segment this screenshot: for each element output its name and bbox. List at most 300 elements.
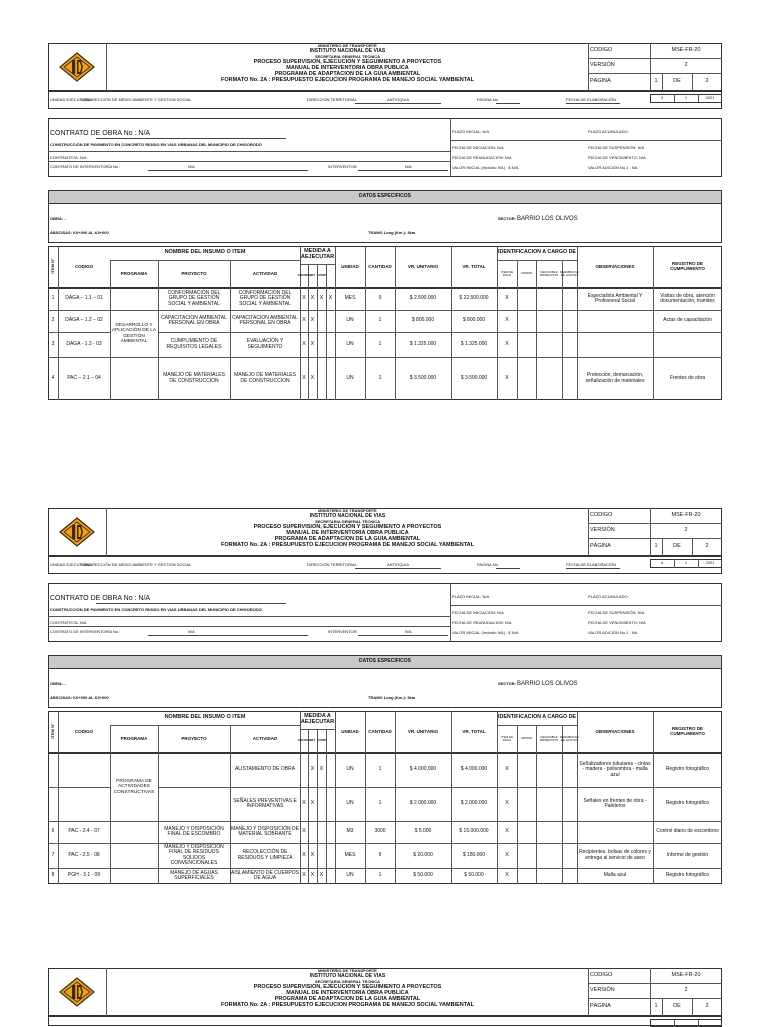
version-label: VERSIÓN xyxy=(590,987,615,993)
medida-control-cell: X xyxy=(302,317,306,324)
vr-unitario-cell: $ 800.000 xyxy=(411,317,435,324)
observaciones-cell: Malla azul xyxy=(603,872,627,879)
programa-cell: PROGRAMA DE ACTIVIDADES CONSTRUCTIVAS xyxy=(113,779,155,795)
registro-cell: Informe de gestión xyxy=(666,851,709,858)
contratista-text: CONTRATISTA: N/A xyxy=(50,155,87,160)
fecha-suspension: FECHA DE SUSPENSIÓN: N/A xyxy=(588,145,645,150)
invias-logo xyxy=(59,977,95,1007)
deducible-header: DEDUCIBLE IMPREVISTO xyxy=(539,269,559,277)
medida-mit-cell: X xyxy=(310,851,315,858)
rule xyxy=(588,508,589,556)
interventoria-value: N/A xyxy=(188,629,195,634)
item-cell: 3 xyxy=(51,340,55,347)
rule xyxy=(588,998,722,999)
sector-value: BARRIO LOS OLIVOS xyxy=(517,216,578,222)
datos-title: DATOS ESPECIFICOS xyxy=(358,658,412,664)
rule xyxy=(450,140,722,141)
format-title: FORMATO No. 2A : PRESUPUESTO EJECUCION PROGRAMA DE MANEJO SOCIAL YAMBIENTAL xyxy=(220,1002,475,1008)
registro-cell: Visitas de obra, atención documentación, tramites xyxy=(660,292,715,304)
proyecto-cell: MANEJO DE AGUAS SUPERFICIALES xyxy=(170,869,218,881)
observaciones-cell: Señalizadores tubulares - cintas - madera - polisombra - malla azul xyxy=(579,760,651,778)
item-pago-cell: X xyxy=(505,766,509,773)
vr-unitario-cell: $ 4.000.000 xyxy=(409,766,437,773)
medida-control-header: CONTROL xyxy=(297,738,311,742)
rule xyxy=(48,161,450,162)
item-cell: 6 xyxy=(51,828,55,835)
unidad-cell: UN xyxy=(346,872,354,879)
plazo-acumulado: PLAZO ACUMULADO: xyxy=(588,129,629,134)
item-cell: 2 xyxy=(51,317,55,324)
version-label: VERSIÓN xyxy=(590,527,615,533)
unidad-cell: UN xyxy=(346,317,354,324)
proyecto-cell: CONFORMACIÓN DEL GRUPO DE GESTIÓN SOCIAL Y AMBIENTAL xyxy=(167,289,221,307)
version-value: 2 xyxy=(684,62,688,68)
medida-extra-cell xyxy=(326,868,335,884)
actividad-cell: ALISTAMIENTO DE OBRA xyxy=(234,766,296,773)
codigo-cell: PGH - 3.1 - 09 xyxy=(67,872,101,879)
medida-comp-cell xyxy=(317,332,326,357)
pagina-total: 2 xyxy=(705,78,709,84)
fecha-reanudacion: FECHA DE REANUDACION: N/A xyxy=(452,155,512,160)
version-label: VERSIÓN xyxy=(590,62,615,68)
registro-cell xyxy=(653,332,722,357)
item-header: ITEM N° xyxy=(50,723,55,739)
unidad-cell: M3 xyxy=(346,828,354,835)
medida-control-cell: X xyxy=(302,295,306,302)
secretariat-text: SECRETARIA GENERAL TECNICA xyxy=(314,519,381,524)
rule xyxy=(48,616,450,617)
admon-header: ADMON xyxy=(520,736,533,741)
actividad-cell: SEÑALES PREVENTIVAS E INFORMATIVAS xyxy=(233,797,297,809)
pagina-de: DE xyxy=(673,543,681,549)
codigo-cell: PAC - 2.5 - 08 xyxy=(68,851,100,858)
underline xyxy=(358,170,448,171)
valor-adicion: VALOR ADICIÓN No.1 : NA xyxy=(588,165,638,170)
medida-comp-cell xyxy=(317,310,326,332)
actividad-cell: CAPACITACION AMBIENTAL PERSONAL EN OBRA xyxy=(232,314,298,326)
medida-control-cell: X xyxy=(302,374,306,381)
rule xyxy=(588,73,722,74)
obra-text: OBRA: - xyxy=(50,681,66,686)
process-text: PROCESO SUPERVISION, EJECUCION Y SEGUIMIENTO A PROYECTOS xyxy=(253,984,442,990)
invias-logo xyxy=(59,52,95,82)
process-text: PROCESO SUPERVISION, EJECUCION Y SEGUIMIENTO A PROYECTOS xyxy=(253,524,442,530)
medida-mit-cell: X xyxy=(310,800,315,807)
interventoria-value: N/A xyxy=(188,164,195,169)
medida-comp-cell xyxy=(317,821,326,843)
observaciones-cell: Protección, demarcación, señalización de materiales xyxy=(585,372,645,384)
underline xyxy=(355,103,441,104)
medida-extra-cell xyxy=(326,821,335,843)
item-pago-cell: X xyxy=(505,340,509,347)
medida-extra-cell xyxy=(326,332,335,357)
admon-header: ADMON xyxy=(520,271,533,276)
item-cell: 7 xyxy=(51,851,55,858)
pagina-de: DE xyxy=(673,78,681,84)
contrato-label: CONTRATO DE OBRA No : N/A xyxy=(50,595,151,602)
direccion-value: ANTIOQUIA xyxy=(386,562,409,567)
medida-mit-cell xyxy=(308,821,317,843)
fecha-vencimiento: FECHA DE VENCIMIENTO: N/A xyxy=(588,155,646,160)
interventor-label: INTERVENTOR: xyxy=(328,164,358,169)
item-cell: 8 xyxy=(51,872,55,879)
vr-total-cell: $ 4.000.000 xyxy=(460,766,488,773)
secretariat-text: SECRETARIA GENERAL TECNICA xyxy=(314,54,381,59)
medida-comp-cell: X xyxy=(319,295,324,302)
codigo-cell: PAC - 2.4 - 07 xyxy=(68,828,100,835)
vr-unitario-cell: $ 1.325.000 xyxy=(409,340,437,347)
ministry-text: MINISTERIO DE TRANSPORTE xyxy=(318,968,377,973)
direccion-label: DIRECCIÓN TERRITORIAL xyxy=(307,562,357,567)
datos-frame xyxy=(48,203,722,243)
pagina-no-label: PAGINA No. xyxy=(477,562,499,567)
fecha-suspension: FECHA DE SUSPENSIÓN: N/A xyxy=(588,610,645,615)
codigo-cell: PAC – 2.1 – 04 xyxy=(67,374,101,381)
cantidad-cell: 3000 xyxy=(374,828,386,835)
construccion-text: CONSTRUCCIÓN DE PAVIMENTO EN CONCRETO RÍGIDO EN VIAS URBANAS DEL MUNICIPIO DE CHIGORODÓ xyxy=(50,607,262,612)
version-value: 2 xyxy=(684,527,688,533)
unidad-value: SUBDIRECCIÓN DE MEDIO AMBIENTE Y GESTION SOCIAL xyxy=(80,562,192,567)
fecha-vencimiento: FECHA DE VENCIMIENTO: N/A xyxy=(588,620,646,625)
proyecto-cell: CUMPLIMIENTO DE REQUISITOS LEGALES xyxy=(166,338,222,350)
cantidad-cell: 1 xyxy=(378,800,382,807)
underline xyxy=(496,103,520,104)
construccion-text: CONSTRUCCIÓN DE PAVIMENTO EN CONCRETO RÍGIDO EN VIAS URBANAS DEL MUNICIPIO DE CHIGORODÓ xyxy=(50,142,262,147)
process-text: PROCESO SUPERVISION, EJECUCION Y SEGUIMIENTO A PROYECTOS xyxy=(253,59,442,65)
format-title: FORMATO No. 2A : PRESUPUESTO EJECUCION PROGRAMA DE MANEJO SOCIAL YAMBIENTAL xyxy=(220,542,475,548)
cantidad-cell: 1 xyxy=(378,317,382,324)
observaciones-header: OBSERVACIONES xyxy=(595,728,635,734)
fecha-label: FECHA DE ELABORACIÓN xyxy=(566,562,617,567)
medida-mit-cell: X xyxy=(310,340,315,347)
medida-control-cell: X xyxy=(302,828,306,835)
medida-extra-cell: X xyxy=(328,295,333,302)
cantidad-cell: 1 xyxy=(378,872,382,879)
underline xyxy=(148,170,308,171)
actividad-cell: AISLAMIENTO DE CUERPOS DE AGUA xyxy=(231,869,299,881)
codigo-cell: DAGA – 1.1 – 01 xyxy=(65,295,103,302)
rule xyxy=(48,151,450,152)
interventoria-label: CONTRATO DE INTERVENTORÍA No : xyxy=(50,164,121,169)
unidad-label: UNIDAD EJECUTORA: xyxy=(50,562,92,567)
reembolso-header: REEMBOLSO DE GASTOS xyxy=(560,269,580,277)
cantidad-cell: 1 xyxy=(378,766,382,773)
plazo-inicial: PLAZO INICIAL: N/A xyxy=(452,594,490,599)
unidad-cell: MES xyxy=(344,295,356,302)
institute-text: INSTITUTO NACIONAL DE VIAS xyxy=(309,513,386,519)
identificacion-header: IDENTIFICACION A CARGO DE xyxy=(498,249,576,256)
unidad-cell: UN xyxy=(346,340,354,347)
underline xyxy=(566,103,620,104)
vr-unitario-cell: $ 50.000 xyxy=(413,872,433,879)
underline xyxy=(358,635,448,636)
vr-total-cell: $ 15.000.000 xyxy=(459,828,489,835)
medida-header: MEDIDA A AEJECUTAR xyxy=(300,713,335,725)
vr-unitario-cell: $ 2.000.000 xyxy=(409,800,437,807)
rule xyxy=(698,1019,699,1027)
medida-extra-cell xyxy=(326,357,335,400)
underline xyxy=(96,138,286,139)
abscisas-text: ABSCISAS: K0+000 AL K3+000 xyxy=(50,230,109,235)
rule xyxy=(450,118,451,177)
unidad-header: UNIDAD xyxy=(341,263,359,269)
proyecto-cell: CAPACITACION AMBIENTAL PERSONAL EN OBRA xyxy=(161,314,227,326)
medida-header: MEDIDA A AEJECUTAR xyxy=(300,248,335,260)
unidad-cell: UN xyxy=(346,766,354,773)
observaciones-cell xyxy=(577,821,653,843)
unidad-value: SUBDIRECCIÓN DE MEDIO AMBIENTE Y GESTION SOCIAL xyxy=(80,97,192,102)
proyecto-header: PROYECTO xyxy=(181,735,207,741)
unidad-cell: UN xyxy=(346,800,354,807)
actividad-cell: EVALUACIÓN Y SEGUIMIENTO xyxy=(246,338,284,350)
tramo-text: TRAMO Long (Km.): 3km xyxy=(368,230,416,235)
proyecto-cell: MANEJO Y DISPOSICIÓN FINAL DE RESIDUOS SOLIDOS CONVENCIONALES xyxy=(164,843,224,866)
rule xyxy=(326,264,327,288)
item-pago-cell: X xyxy=(505,374,509,381)
direccion-value: ANTIOQUIA xyxy=(386,97,409,102)
fecha-iniciacion: FECHA DE INICIACION: N/A xyxy=(452,610,504,615)
interventor-label: INTERVENTOR: xyxy=(328,629,358,634)
registro-cell: Control diario de escombros xyxy=(656,828,719,835)
codigo-cell xyxy=(58,787,110,821)
ministry-text: MINISTERIO DE TRANSPORTE xyxy=(318,508,377,513)
underline xyxy=(148,635,308,636)
unidad-cell: UN xyxy=(346,374,354,381)
version-value: 2 xyxy=(684,987,688,993)
vr-unitario-cell: $ 5.000 xyxy=(414,828,432,835)
program-text: PROGRAMA DE ADAPTACION DE LA GUIA AMBIENTAL xyxy=(274,536,421,542)
valor-inicial: VALOR INICIAL (Incluido IVA) : $ N/A xyxy=(452,630,519,635)
deducible-header: DEDUCIBLE IMPREVISTO xyxy=(539,734,559,742)
format-title: FORMATO No. 2A : PRESUPUESTO EJECUCION PROGRAMA DE MANEJO SOCIAL YAMBIENTAL xyxy=(220,77,475,83)
observaciones-cell xyxy=(577,310,653,332)
underline xyxy=(96,603,286,604)
underline xyxy=(496,568,520,569)
cantidad-cell: 1 xyxy=(378,374,382,381)
item-cell: 4 xyxy=(51,374,55,381)
actividad-header: ACTIVIDAD xyxy=(252,735,278,741)
programa-header: PROGRAMA xyxy=(120,735,148,741)
programa-header: PROGRAMA xyxy=(120,270,148,276)
codigo-label: CODIGO xyxy=(590,512,613,518)
registro-cell: Registro fotográfico xyxy=(665,766,710,773)
abscisas-text: ABSCISAS: K0+000 AL K3+000 xyxy=(50,695,109,700)
cantidad-cell: 9 xyxy=(378,295,382,302)
rule xyxy=(588,43,589,91)
direccion-label: DIRECCIÓN TERRITORIAL xyxy=(307,97,357,102)
actividad-cell: CONFORMACIÓN DEL GRUPO DE GESTIÓN SOCIAL Y AMBIENTAL xyxy=(238,289,292,307)
sheet-page-1 xyxy=(48,43,722,423)
rule xyxy=(588,523,722,524)
vr-total-header: VR. TOTAL xyxy=(462,728,486,734)
manual-text: MANUAL DE INTERVENTORIA OBRA PUBLICA xyxy=(286,990,409,996)
unidad-cell: MES xyxy=(344,851,356,858)
medida-comp-cell: X xyxy=(319,872,324,879)
medida-extra-cell xyxy=(326,843,335,868)
codigo-value: MSE-FR-20 xyxy=(671,512,701,518)
vr-unitario-header: VR. UNITARIO xyxy=(407,728,439,734)
vr-total-cell: $ 3.500.000 xyxy=(460,374,488,381)
rule xyxy=(588,983,722,984)
nombre-header: NOMBRE DEL INSUMO O ITEM xyxy=(164,249,246,256)
rule xyxy=(450,583,451,642)
pagina-label: PÁGINA xyxy=(590,1003,611,1009)
vr-total-cell: $ 22.500.000 xyxy=(459,295,489,302)
sheet-page-3 xyxy=(48,968,722,1024)
registro-header: REGISTRO DE CUMPLIMIENTO xyxy=(670,726,705,736)
pagina-total: 2 xyxy=(705,543,709,549)
codigo-value: MSE-FR-20 xyxy=(671,47,701,53)
codigo-value: MSE-FR-20 xyxy=(671,972,701,978)
plazo-inicial: PLAZO INICIAL: N/A xyxy=(452,129,490,134)
medida-comp-cell: X xyxy=(319,766,324,773)
manual-text: MANUAL DE INTERVENTORIA OBRA PUBLICA xyxy=(286,530,409,536)
medida-extra-cell xyxy=(326,310,335,332)
programa-cell: DESARROLLO Y APLICACIÓN DE LA GESTIÓN AMBIENTAL xyxy=(111,323,157,344)
item-pago-cell: X xyxy=(505,317,509,324)
fecha-box-partial xyxy=(650,1019,722,1027)
medida-extra-cell xyxy=(326,787,335,821)
fecha-iniciacion: FECHA DE INICIACION: N/A xyxy=(452,145,504,150)
observaciones-cell: Señales en frentes de obra - Paleteros xyxy=(583,797,647,809)
vr-total-cell: $ 2.000.000 xyxy=(460,800,488,807)
underline xyxy=(566,568,620,569)
vr-total-cell: $ 1.325.000 xyxy=(460,340,488,347)
vr-unitario-header: VR. UNITARIO xyxy=(407,263,439,269)
interventor-value: N/A xyxy=(405,629,412,634)
fecha-month: 1 xyxy=(684,560,688,565)
info-frame-partial xyxy=(48,1016,722,1026)
tramo-text: TRAMO Long (Km.): 3km xyxy=(368,695,416,700)
invias-logo xyxy=(59,517,95,547)
medida-mit-cell: X xyxy=(310,872,315,879)
item-cell xyxy=(48,787,58,821)
sector-label: SECTOR: xyxy=(498,681,516,686)
item-header: ITEM N° xyxy=(50,258,55,274)
medida-control-cell: X xyxy=(302,872,306,879)
plazo-acumulado: PLAZO ACUMULADO: xyxy=(588,594,629,599)
program-text: PROGRAMA DE ADAPTACION DE LA GUIA AMBIENTAL xyxy=(274,996,421,1002)
contrato-label: CONTRATO DE OBRA No : N/A xyxy=(50,130,151,137)
item-pago-cell: X xyxy=(505,800,509,807)
identificacion-header: IDENTIFICACION A CARGO DE xyxy=(498,714,576,721)
registro-cell: Registro fotográfico xyxy=(665,800,710,807)
sector-value: BARRIO LOS OLIVOS xyxy=(517,681,578,687)
item-pago-cell: X xyxy=(505,828,509,835)
interventor-value: N/A xyxy=(405,164,412,169)
observaciones-cell: Recipientes, bolsas de colores y entrega al servicio de aseo xyxy=(579,849,651,861)
medida-comp-cell xyxy=(317,787,326,821)
medida-mit-cell: X xyxy=(310,317,315,324)
item-pago-cell: X xyxy=(505,851,509,858)
medida-extra-cell xyxy=(326,753,335,787)
fecha-day: 4 xyxy=(660,560,664,565)
actividad-cell: MANEJO DE MATERIALES DE CONSTRUCCION xyxy=(234,372,296,384)
item-pago-cell: X xyxy=(505,295,509,302)
medida-comp-cell xyxy=(317,843,326,868)
sheet-page-2 xyxy=(48,508,722,888)
medida-mit-cell: X xyxy=(310,766,315,773)
registro-header: REGISTRO DE CUMPLIMIENTO xyxy=(670,261,705,271)
codigo-header: CODIGO xyxy=(74,263,94,269)
cantidad-header: CANTIDAD xyxy=(368,263,392,269)
underline xyxy=(355,568,441,569)
fecha-year: 2021 xyxy=(705,560,715,565)
cantidad-header: CANTIDAD xyxy=(368,728,392,734)
manual-text: MANUAL DE INTERVENTORIA OBRA PUBLICA xyxy=(286,65,409,71)
medida-control-cell: X xyxy=(302,340,306,347)
datos-frame xyxy=(48,668,722,708)
registro-cell: Registro fotográfico xyxy=(665,872,710,879)
datos-title: DATOS ESPECIFICOS xyxy=(358,193,412,199)
medida-control-cell: X xyxy=(302,851,306,858)
pagina-num: 1 xyxy=(654,78,658,84)
medida-mit-header: MIT xyxy=(309,273,316,278)
codigo-cell xyxy=(58,753,110,787)
program-text: PROGRAMA DE ADAPTACION DE LA GUIA AMBIENTAL xyxy=(274,71,421,77)
codigo-cell: DAGA - 1.3 - 03 xyxy=(66,340,102,347)
fecha-year: 2021 xyxy=(705,95,715,100)
medida-mit-cell: X xyxy=(310,295,315,302)
contratista-text: CONTRATISTA: N/A xyxy=(50,620,87,625)
rule xyxy=(588,58,722,59)
vr-total-cell: $ 180.000 xyxy=(462,851,486,858)
registro-cell: Actas de capacitación xyxy=(663,317,712,324)
pagina-num: 1 xyxy=(654,543,658,549)
vr-unitario-cell: $ 3.500.000 xyxy=(409,374,437,381)
fecha-label: FECHA DE ELABORACIÓN xyxy=(566,97,617,102)
pagina-label: PÁGINA xyxy=(590,543,611,549)
item-cell xyxy=(48,753,58,787)
medida-mit-header: MIT xyxy=(309,738,316,743)
rule xyxy=(674,1019,675,1027)
medida-comp-header: COMP xyxy=(317,738,326,743)
rule xyxy=(588,538,722,539)
obra-text: OBRA: - xyxy=(50,216,66,221)
medida-control-cell xyxy=(300,753,308,787)
item-pago-cell: X xyxy=(505,872,509,879)
item-pago-header: ITEM DE PAGO xyxy=(500,269,514,277)
proyecto-cell: MANEJO DE MATERIALES DE CONSTRUCCION xyxy=(163,372,225,384)
item-cell: 1 xyxy=(51,295,55,302)
institute-text: INSTITUTO NACIONAL DE VIAS xyxy=(309,973,386,979)
institute-text: INSTITUTO NACIONAL DE VIAS xyxy=(309,48,386,54)
proyecto-header: PROYECTO xyxy=(181,270,207,276)
codigo-label: CODIGO xyxy=(590,47,613,53)
fecha-reanudacion: FECHA DE REANUDACION: N/A xyxy=(452,620,512,625)
codigo-cell: DAGA – 1.2 – 02 xyxy=(65,317,103,324)
observaciones-cell xyxy=(577,332,653,357)
cantidad-cell: 9 xyxy=(378,851,382,858)
item-pago-header: ITEM DE PAGO xyxy=(500,734,514,742)
vr-unitario-cell: $ 20.000 xyxy=(413,851,433,858)
rule xyxy=(588,968,589,1016)
codigo-label: CODIGO xyxy=(590,972,613,978)
observaciones-cell: Especialista Ambiental Y Profesional Social xyxy=(587,292,643,304)
pagina-total: 2 xyxy=(705,1003,709,1009)
rule xyxy=(48,626,450,627)
medida-control-header: CONTROL xyxy=(297,273,311,277)
reembolso-header: REEMBOLSO DE GASTOS xyxy=(560,734,580,742)
nombre-header: NOMBRE DEL INSUMO O ITEM xyxy=(164,714,246,721)
sector-label: SECTOR: xyxy=(498,216,516,221)
registro-cell: Frentes de obra xyxy=(669,374,706,381)
ministry-text: MINISTERIO DE TRANSPORTE xyxy=(318,43,377,48)
unidad-label: UNIDAD EJECUTORA: xyxy=(50,97,92,102)
rule xyxy=(450,605,722,606)
actividad-header: ACTIVIDAD xyxy=(252,270,278,276)
codigo-header: CODIGO xyxy=(74,728,94,734)
